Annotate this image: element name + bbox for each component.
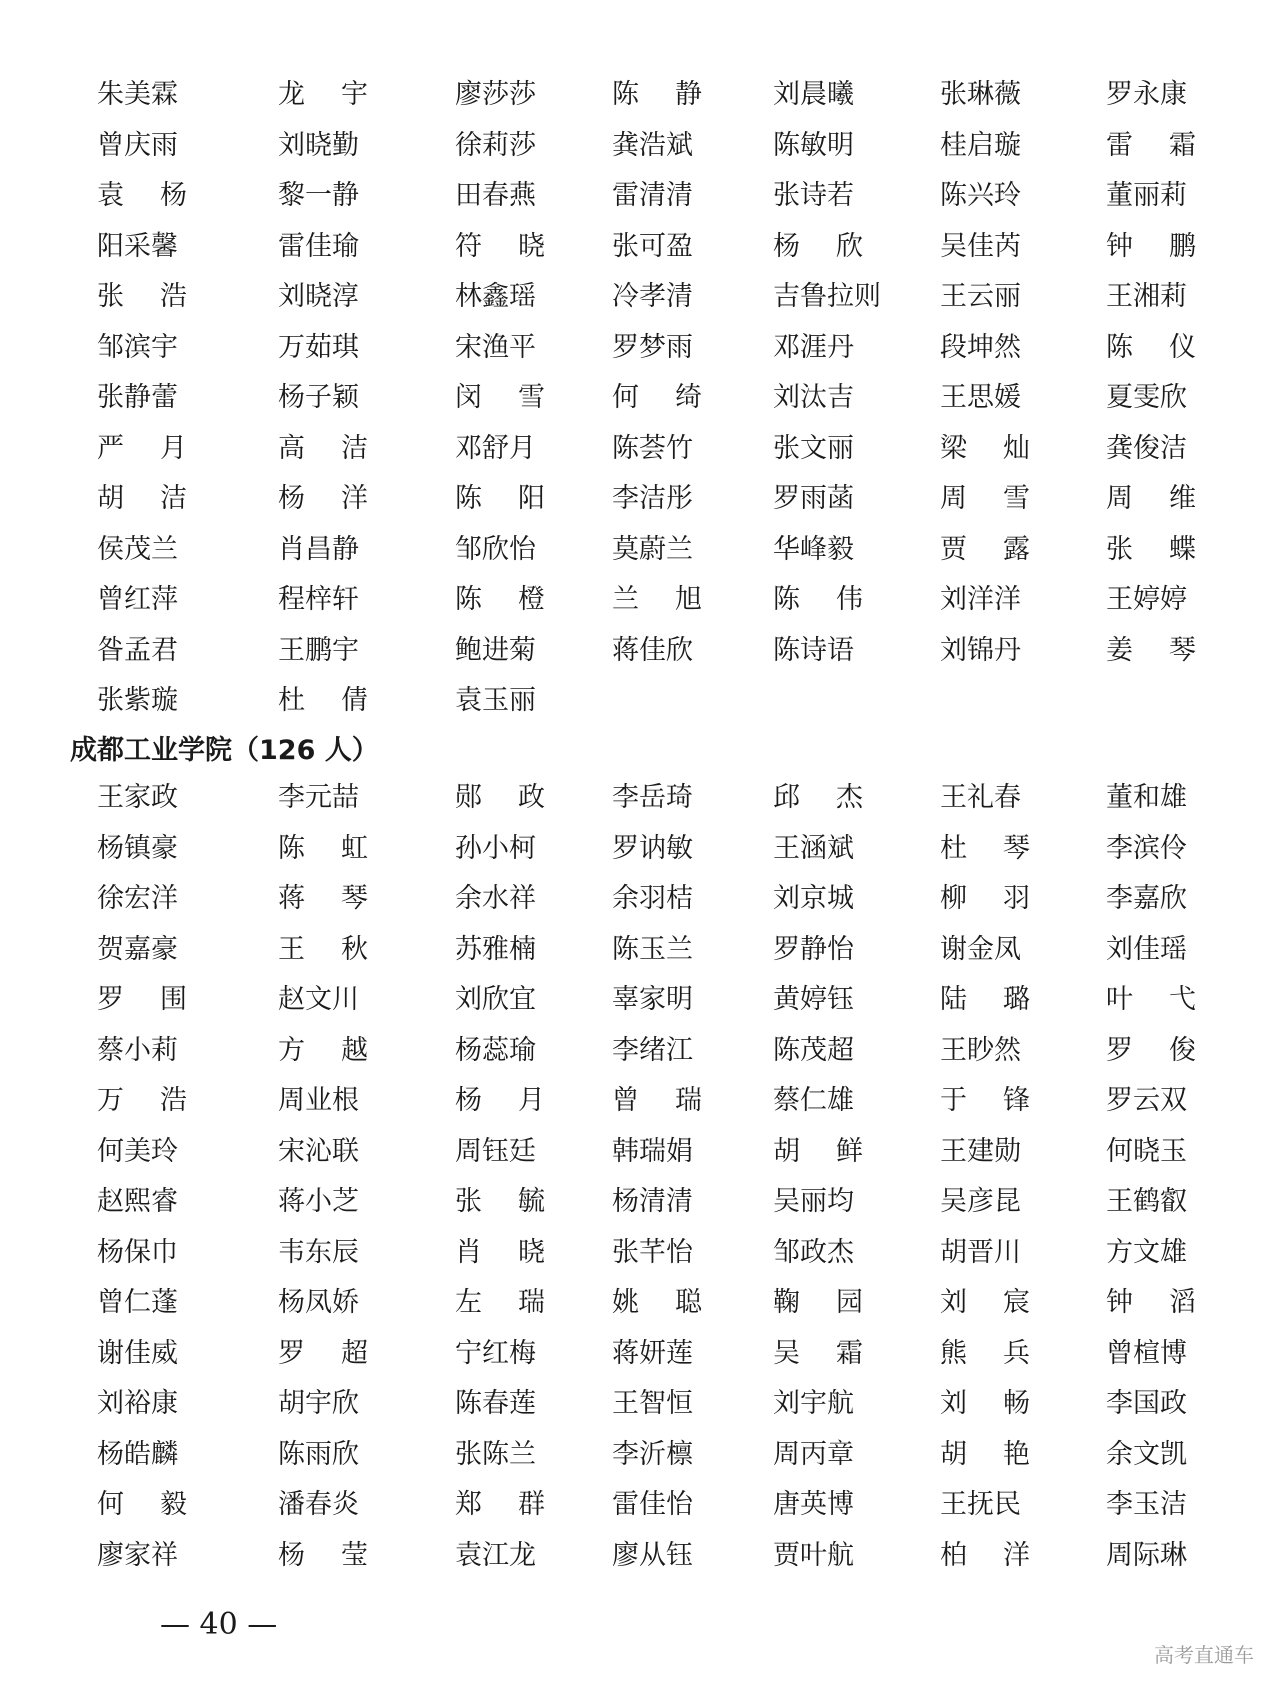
- person-name: 杨皓麟: [97, 1438, 178, 1470]
- person-name: 陈春莲: [455, 1388, 536, 1419]
- person-name: 王家政: [97, 782, 178, 813]
- person-name: 周际琳: [1106, 1539, 1187, 1571]
- name-row: [0, 1531, 1280, 1582]
- person-name: 王云丽: [940, 281, 1021, 312]
- person-name: 朱美霖: [97, 79, 178, 110]
- person-name: 刘 畅: [940, 1388, 1030, 1419]
- person-name: 唐英博: [773, 1489, 854, 1520]
- person-name: 张 毓: [455, 1186, 545, 1217]
- person-name: 兰 旭: [612, 584, 702, 615]
- person-name: 杨凤娇: [278, 1287, 359, 1318]
- person-name: 刘晓勤: [278, 129, 359, 161]
- person-name: 罗永康: [1106, 79, 1187, 110]
- name-row: [0, 1480, 1280, 1531]
- name-list-group-2: [0, 773, 1280, 1581]
- person-name: 姚 聪: [612, 1287, 702, 1318]
- name-row: [0, 1379, 1280, 1430]
- person-name: 陈 虹: [278, 832, 368, 864]
- person-name: 万茹琪: [278, 331, 359, 363]
- person-name: 何晓玉: [1106, 1135, 1187, 1167]
- person-name: 杨 欣: [773, 230, 863, 262]
- person-name: 刘晨曦: [773, 79, 854, 110]
- person-name: 桂启璇: [940, 129, 1021, 161]
- person-name: 李岳琦: [612, 782, 693, 813]
- person-name: 杜 琴: [940, 832, 1030, 864]
- person-name: 何 毅: [97, 1489, 187, 1520]
- person-name: 杨子颖: [278, 382, 359, 413]
- name-row: [0, 676, 1280, 727]
- name-row: [0, 1076, 1280, 1127]
- person-name: 胡 洁: [97, 483, 187, 514]
- name-row: [0, 1127, 1280, 1178]
- person-name: 邹欣怡: [455, 533, 536, 565]
- person-name: 刘裕康: [97, 1388, 178, 1419]
- person-name: 蒋妍莲: [612, 1337, 693, 1369]
- person-name: 蒋佳欣: [612, 634, 693, 666]
- person-name: 刘锦丹: [940, 634, 1021, 666]
- person-name: 潘春炎: [278, 1489, 359, 1520]
- person-name: 黄婷钰: [773, 984, 854, 1015]
- person-name: 宁红梅: [455, 1337, 536, 1369]
- person-name: 曾庆雨: [97, 129, 178, 161]
- name-row: [0, 1278, 1280, 1329]
- person-name: 陈 伟: [773, 584, 863, 615]
- person-name: 刘佳瑶: [1106, 933, 1187, 965]
- name-row: [0, 323, 1280, 374]
- person-name: 夏雯欣: [1106, 382, 1187, 413]
- person-name: 吴 霜: [773, 1337, 863, 1369]
- person-name: 杨蕊瑜: [455, 1034, 536, 1066]
- person-name: 王建勋: [940, 1135, 1021, 1167]
- person-name: 侯茂兰: [97, 533, 178, 565]
- person-name: 蔡小莉: [97, 1034, 178, 1066]
- name-row: [0, 1228, 1280, 1279]
- name-row: [0, 1430, 1280, 1481]
- person-name: 王涵斌: [773, 832, 854, 864]
- person-name: 段坤然: [940, 331, 1021, 363]
- person-name: 邓舒月: [455, 432, 536, 464]
- person-name: 张陈兰: [455, 1438, 536, 1470]
- person-name: 刘晓淳: [278, 281, 359, 312]
- person-name: 周钰廷: [455, 1135, 536, 1167]
- name-row: [0, 70, 1280, 121]
- person-name: 韩瑞娟: [612, 1135, 693, 1167]
- person-name: 蒋 琴: [278, 883, 368, 914]
- person-name: 宋渔平: [455, 331, 536, 363]
- person-name: 董和雄: [1106, 782, 1187, 813]
- person-name: 张可盈: [612, 230, 693, 262]
- person-name: 贺嘉豪: [97, 933, 178, 965]
- person-name: 杨保巾: [97, 1236, 178, 1268]
- person-name: 罗 俊: [1106, 1034, 1196, 1066]
- person-name: 吴佳芮: [940, 230, 1021, 262]
- person-name: 李嘉欣: [1106, 883, 1187, 914]
- person-name: 胡 鲜: [773, 1135, 863, 1167]
- person-name: 张紫璇: [97, 685, 178, 716]
- name-row: [0, 1177, 1280, 1228]
- person-name: 郧 政: [455, 782, 545, 813]
- name-row: [0, 824, 1280, 875]
- person-name: 罗梦雨: [612, 331, 693, 363]
- person-name: 贾 露: [940, 533, 1030, 565]
- person-name: 程梓轩: [278, 584, 359, 615]
- name-row: [0, 222, 1280, 273]
- person-name: 柳 羽: [940, 883, 1030, 914]
- person-name: 罗静怡: [773, 933, 854, 965]
- person-name: 钟 鹏: [1106, 230, 1196, 262]
- person-name: 雷佳瑜: [278, 230, 359, 262]
- person-name: 冷孝清: [612, 281, 693, 312]
- person-name: 龚浩斌: [612, 129, 693, 161]
- person-name: 王眇然: [940, 1034, 1021, 1066]
- person-name: 王礼春: [940, 782, 1021, 813]
- person-name: 杨 月: [455, 1085, 545, 1116]
- person-name: 于 锋: [940, 1085, 1030, 1116]
- name-row: [0, 474, 1280, 525]
- name-row: [0, 171, 1280, 222]
- name-row: [0, 272, 1280, 323]
- person-name: 吉鲁拉则: [773, 281, 881, 312]
- person-name: 苏雅楠: [455, 933, 536, 965]
- person-name: 李绪江: [612, 1034, 693, 1066]
- person-name: 张芊怡: [612, 1236, 693, 1268]
- person-name: 闵 雪: [455, 382, 545, 413]
- person-name: 左 瑞: [455, 1287, 545, 1318]
- person-name: 谢佳威: [97, 1337, 178, 1369]
- person-name: 莫蔚兰: [612, 533, 693, 565]
- person-name: 刘宇航: [773, 1388, 854, 1419]
- person-name: 雷清清: [612, 180, 693, 211]
- person-name: 李洁彤: [612, 483, 693, 514]
- person-name: 廖从钰: [612, 1539, 693, 1571]
- person-name: 袁江龙: [455, 1539, 536, 1571]
- name-row: [0, 575, 1280, 626]
- person-name: 胡晋川: [940, 1236, 1021, 1268]
- person-name: 黎一静: [278, 180, 359, 211]
- person-name: 罗雨菡: [773, 483, 854, 514]
- person-name: 方 越: [278, 1034, 368, 1066]
- name-row: [0, 525, 1280, 576]
- person-name: 雷佳怡: [612, 1489, 693, 1520]
- person-name: 蔡仁雄: [773, 1085, 854, 1116]
- person-name: 廖莎莎: [455, 79, 536, 110]
- person-name: 辜家明: [612, 984, 693, 1015]
- person-name: 罗 超: [278, 1337, 368, 1369]
- person-name: 袁玉丽: [455, 685, 536, 716]
- name-row: [0, 925, 1280, 976]
- page-number: — 40 —: [160, 1607, 278, 1642]
- person-name: 杨镇豪: [97, 832, 178, 864]
- person-name: 邱 杰: [773, 782, 863, 813]
- person-name: 周 维: [1106, 483, 1196, 514]
- person-name: 田春燕: [455, 180, 536, 211]
- person-name: 蒋小芝: [278, 1186, 359, 1217]
- person-name: 陈荟竹: [612, 432, 693, 464]
- person-name: 龚俊洁: [1106, 432, 1187, 464]
- person-name: 刘 宸: [940, 1287, 1030, 1318]
- name-row: [0, 975, 1280, 1026]
- person-name: 张文丽: [773, 432, 854, 464]
- person-name: 刘洋洋: [940, 584, 1021, 615]
- person-name: 胡宇欣: [278, 1388, 359, 1419]
- person-name: 周丙章: [773, 1438, 854, 1470]
- person-name: 陈茂超: [773, 1034, 854, 1066]
- person-name: 钟 滔: [1106, 1287, 1196, 1318]
- person-name: 王鹤叡: [1106, 1186, 1187, 1217]
- person-name: 符 晓: [455, 230, 545, 262]
- person-name: 何 绮: [612, 382, 702, 413]
- person-name: 鞠 园: [773, 1287, 863, 1318]
- person-name: 李国政: [1106, 1388, 1187, 1419]
- person-name: 张琳薇: [940, 79, 1021, 110]
- name-row: [0, 1329, 1280, 1380]
- person-name: 邓涯丹: [773, 331, 854, 363]
- person-name: 龙 宇: [278, 79, 368, 110]
- person-name: 周业根: [278, 1085, 359, 1116]
- person-name: 张 浩: [97, 281, 187, 312]
- person-name: 罗云双: [1106, 1085, 1187, 1116]
- name-row: [0, 626, 1280, 677]
- person-name: 杨 洋: [278, 483, 368, 514]
- person-name: 严 月: [97, 432, 187, 464]
- person-name: 王婷婷: [1106, 584, 1187, 615]
- person-name: 阳采馨: [97, 230, 178, 262]
- person-name: 华峰毅: [773, 533, 854, 565]
- person-name: 方文雄: [1106, 1236, 1187, 1268]
- person-name: 张静蕾: [97, 382, 178, 413]
- person-name: 陈敏明: [773, 129, 854, 161]
- person-name: 昝孟君: [97, 634, 178, 666]
- person-name: 周 雪: [940, 483, 1030, 514]
- name-row: [0, 874, 1280, 925]
- person-name: 陈玉兰: [612, 933, 693, 965]
- name-row: [0, 773, 1280, 824]
- person-name: 陈 阳: [455, 483, 545, 514]
- person-name: 王鹏宇: [278, 634, 359, 666]
- person-name: 陈 仪: [1106, 331, 1196, 363]
- person-name: 胡 艳: [940, 1438, 1030, 1470]
- person-name: 赵熙睿: [97, 1186, 178, 1217]
- person-name: 陈兴玲: [940, 180, 1021, 211]
- person-name: 罗 围: [97, 984, 187, 1015]
- person-name: 李沂檩: [612, 1438, 693, 1470]
- person-name: 董丽莉: [1106, 180, 1187, 211]
- person-name: 曾楦博: [1106, 1337, 1187, 1369]
- person-name: 张诗若: [773, 180, 854, 211]
- person-name: 袁 杨: [97, 180, 187, 211]
- person-name: 刘欣宜: [455, 984, 536, 1015]
- person-name: 李玉洁: [1106, 1489, 1187, 1520]
- person-name: 孙小柯: [455, 832, 536, 864]
- person-name: 廖家祥: [97, 1539, 178, 1571]
- person-name: 叶 弋: [1106, 984, 1196, 1015]
- person-name: 谢金凤: [940, 933, 1021, 965]
- person-name: 陈 静: [612, 79, 702, 110]
- person-name: 贾叶航: [773, 1539, 854, 1571]
- person-name: 肖昌静: [278, 533, 359, 565]
- person-name: 肖 晓: [455, 1236, 545, 1268]
- person-name: 宋沁联: [278, 1135, 359, 1167]
- person-name: 曾仁蓬: [97, 1287, 178, 1318]
- name-list-group-1: [0, 70, 1280, 727]
- person-name: 柏 洋: [940, 1539, 1030, 1571]
- person-name: 徐宏洋: [97, 883, 178, 914]
- person-name: 余羽桔: [612, 883, 693, 914]
- person-name: 陈 橙: [455, 584, 545, 615]
- person-name: 杨 莹: [278, 1539, 368, 1571]
- person-name: 郑 群: [455, 1489, 545, 1520]
- person-name: 赵文川: [278, 984, 359, 1015]
- name-row: [0, 373, 1280, 424]
- person-name: 余水祥: [455, 883, 536, 914]
- person-name: 王思媛: [940, 382, 1021, 413]
- person-name: 王抚民: [940, 1489, 1021, 1520]
- person-name: 韦东辰: [278, 1236, 359, 1268]
- person-name: 邹政杰: [773, 1236, 854, 1268]
- person-name: 杜 倩: [278, 685, 368, 716]
- person-name: 陈诗语: [773, 634, 854, 666]
- person-name: 高 洁: [278, 432, 368, 464]
- person-name: 梁 灿: [940, 432, 1030, 464]
- name-row: [0, 121, 1280, 172]
- person-name: 鲍进菊: [455, 634, 536, 666]
- person-name: 李元喆: [278, 782, 359, 813]
- person-name: 吴彦昆: [940, 1186, 1021, 1217]
- person-name: 刘京城: [773, 883, 854, 914]
- name-row: [0, 424, 1280, 475]
- person-name: 徐莉莎: [455, 129, 536, 161]
- section-title: 成都工业学院（126 人）: [70, 735, 379, 766]
- person-name: 罗讷敏: [612, 832, 693, 864]
- person-name: 杨清清: [612, 1186, 693, 1217]
- person-name: 余文凯: [1106, 1438, 1187, 1470]
- person-name: 熊 兵: [940, 1337, 1030, 1369]
- person-name: 曾红萍: [97, 584, 178, 615]
- person-name: 曾 瑞: [612, 1085, 702, 1116]
- watermark-text: 高考直通车: [1154, 1643, 1254, 1667]
- person-name: 姜 琴: [1106, 634, 1196, 666]
- person-name: 陈雨欣: [278, 1438, 359, 1470]
- person-name: 王 秋: [278, 933, 368, 965]
- person-name: 邹滨宇: [97, 331, 178, 363]
- person-name: 吴丽均: [773, 1186, 854, 1217]
- person-name: 刘汰吉: [773, 382, 854, 413]
- person-name: 何美玲: [97, 1135, 178, 1167]
- person-name: 雷 霜: [1106, 129, 1196, 161]
- person-name: 陆 璐: [940, 984, 1030, 1015]
- name-row: [0, 1026, 1280, 1077]
- person-name: 王智恒: [612, 1388, 693, 1419]
- person-name: 林鑫瑶: [455, 281, 536, 312]
- person-name: 王湘莉: [1106, 281, 1187, 312]
- person-name: 李滨伶: [1106, 832, 1187, 864]
- person-name: 万 浩: [97, 1085, 187, 1116]
- person-name: 张 蝶: [1106, 533, 1196, 565]
